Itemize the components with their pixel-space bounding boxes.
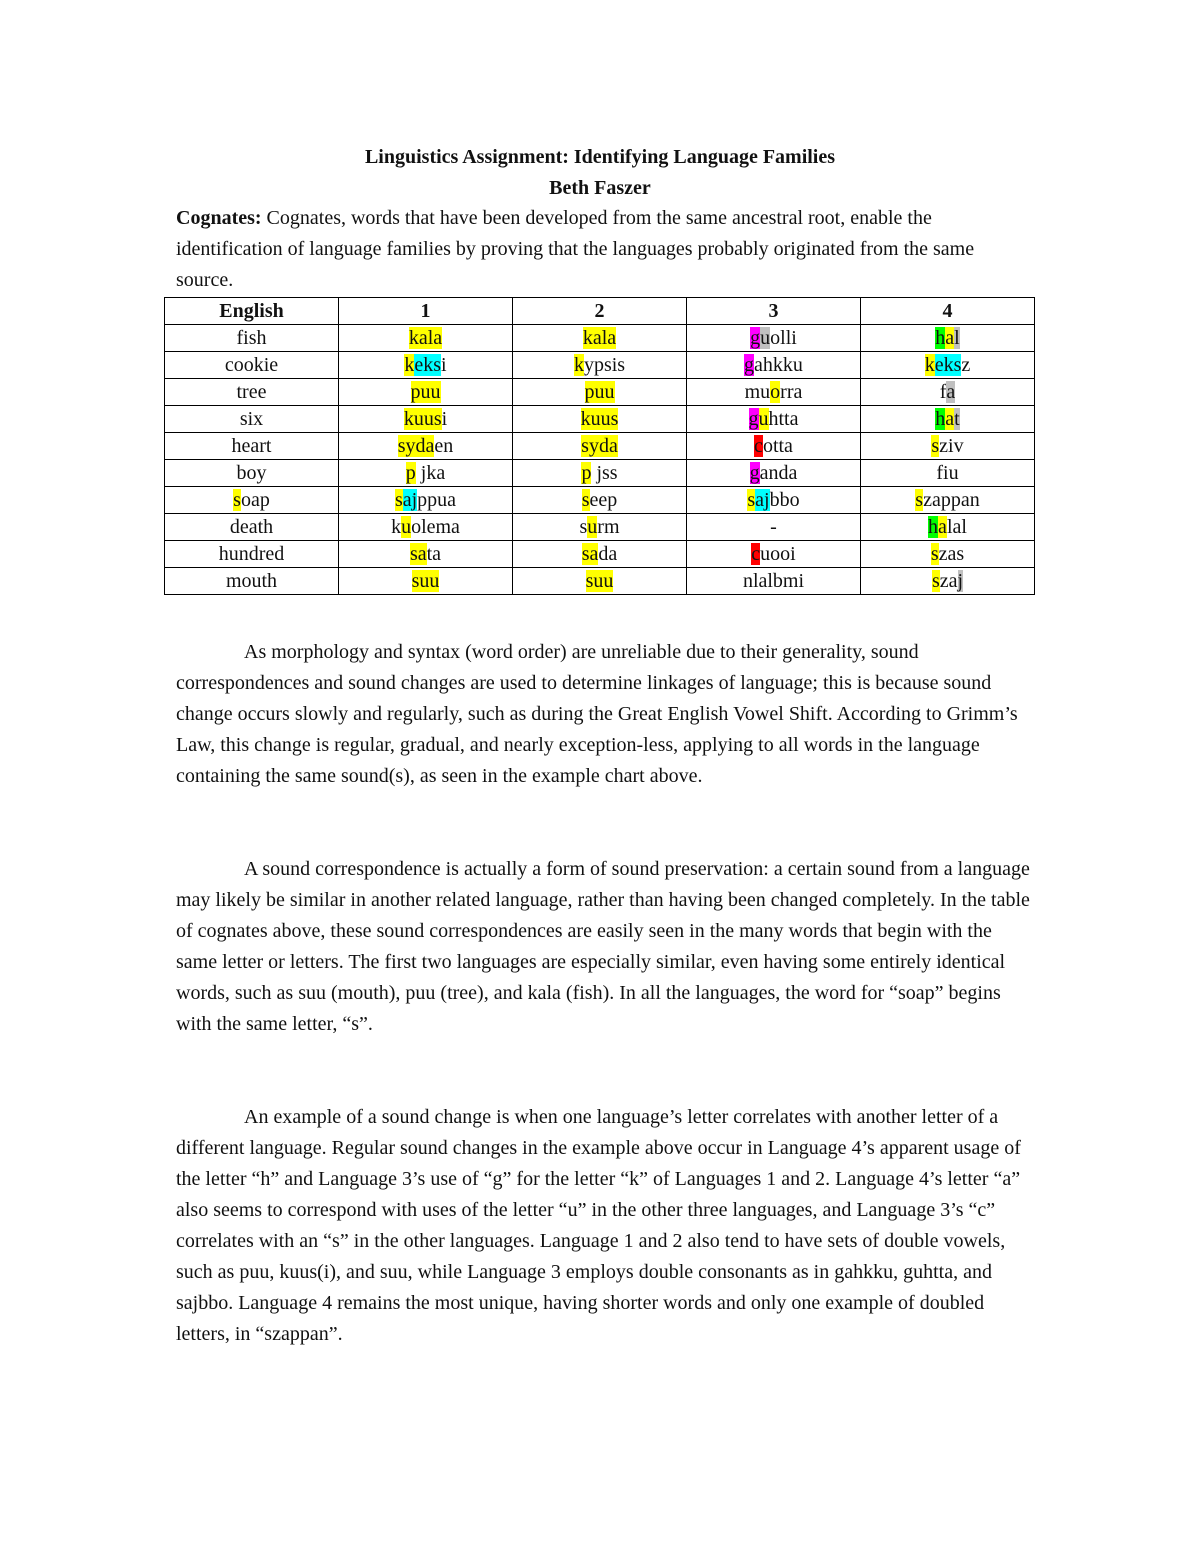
table-cell-language-4 [861, 406, 1035, 433]
document-title: Linguistics Assignment: Identifying Language Families [364, 146, 836, 168]
highlighted-segment: k [573, 354, 584, 376]
text-segment: ta [426, 543, 442, 565]
highlighted-segment: p [405, 462, 416, 484]
header-cell-language-2: 2 [513, 298, 687, 325]
table-cell-language-4 [861, 433, 1035, 460]
table-cell-language-1 [339, 379, 513, 406]
text-segment: hundred [218, 543, 285, 565]
highlighted-segment: h [935, 408, 946, 430]
highlighted-segment: u [587, 516, 598, 538]
text-segment: da [598, 543, 618, 565]
text-segment: rm [597, 516, 620, 538]
header-cell-language-4: 4 [861, 298, 1035, 325]
highlighted-segment: s [915, 489, 924, 511]
highlighted-segment: kuus [403, 408, 442, 430]
text-segment: oap [240, 489, 270, 511]
table-cell-language-1 [339, 352, 513, 379]
text-segment: nlalbmi [742, 570, 805, 592]
table-row [165, 433, 1035, 460]
text-segment: ahkku [754, 354, 803, 376]
text-segment: jss [591, 462, 618, 484]
document-author: Beth Faszer [549, 177, 651, 199]
highlighted-segment: o [770, 381, 781, 403]
highlighted-segment: kala [408, 327, 443, 349]
table-row [165, 514, 1035, 541]
text-segment: s [579, 516, 588, 538]
table-cell-english [165, 460, 339, 487]
body-paragraph-3: An example of a sound change is when one language’s letter correlates with another letter of a different language. Regular sound changes in the example above occur in Language 4’s apparent usage of the letter “h” and Language 3’s use of “g” for the letter “k” of Languages 1 and 2. Language 4’s letter “a” also seems to correspond with uses of the letter “u” in the other three languages, and Language 3’s “c” correlates with an “s” in the other languages. Language 1 and 2 also tend to have sets of double vowels, such as puu, kuus(i), and suu, while Language 3 employs double consonants as in gahkku, guhtta, and sajbbo. Language 4 remains the most unique, having shorter words and only one example of doubled letters, in “szappan”. [176, 1106, 1021, 1345]
text-segment: cookie [224, 354, 279, 376]
highlighted-segment: h [928, 516, 939, 538]
highlighted-segment: c [751, 543, 761, 565]
body-paragraph-2: A sound correspondence is actually a form of sound preservation: a certain sound from a language may likely be similar in another related language, rather than having been changed completely. In the table of cognates above, these sound correspondences are easily seen in the many words that begin with the same letter or letters. The first two languages are especially similar, even having some entirely identical words, such as suu (mouth), puu (tree), and kala (fish). In all the languages, the word for “soap” begins with the same letter, “s”. [176, 858, 1030, 1035]
text-segment: boy [236, 462, 267, 484]
table-cell-language-2 [513, 406, 687, 433]
highlighted-segment: g [750, 327, 761, 349]
table-row [165, 379, 1035, 406]
body-paragraph-1: As morphology and syntax (word order) are unreliable due to their generality, sound correspondences and sound changes are used to determine linkages of language; this is because sound change occurs slowly and regularly, such as during the Great English Vowel Shift. According to Grimm’s Law, this change is regular, gradual, and nearly exception-less, applying to all words in the language containing the same sound(s), as seen in the example chart above. [176, 641, 1018, 787]
table-cell-language-1 [339, 460, 513, 487]
text-segment: ppua [417, 489, 457, 511]
table-cell-language-1 [339, 487, 513, 514]
highlighted-segment: suu [411, 570, 440, 592]
text-segment: six [239, 408, 264, 430]
highlighted-segment: suu [585, 570, 614, 592]
table-cell-language-1 [339, 514, 513, 541]
text-segment: rra [780, 381, 803, 403]
highlighted-segment: eks [414, 354, 442, 376]
table-cell-language-4 [861, 541, 1035, 568]
table-header-row [165, 298, 1035, 325]
table-cell-english [165, 352, 339, 379]
text-segment: f [939, 381, 947, 403]
text-segment: tree [236, 381, 267, 403]
highlighted-segment: s [394, 489, 403, 511]
text-segment: fiu [936, 462, 959, 484]
table-cell-english [165, 541, 339, 568]
table-cell-english [165, 487, 339, 514]
highlighted-segment: c [754, 435, 763, 457]
table-cell-language-2 [513, 379, 687, 406]
table-cell-english [165, 514, 339, 541]
table-cell-language-2 [513, 568, 687, 595]
table-cell-language-4 [861, 487, 1035, 514]
table-cell-english [165, 379, 339, 406]
table-cell-language-2 [513, 433, 687, 460]
table-cell-language-2 [513, 541, 687, 568]
text-segment: mouth [225, 570, 278, 592]
highlighted-segment: aj [402, 489, 418, 511]
highlighted-segment: g [749, 462, 760, 484]
table-row [165, 325, 1035, 352]
table-cell-language-3 [687, 325, 861, 352]
highlighted-segment: u [760, 327, 771, 349]
highlighted-segment: a [945, 327, 955, 349]
text-segment: anda [759, 462, 798, 484]
table-cell-language-4 [861, 568, 1035, 595]
table-cell-language-3 [687, 541, 861, 568]
header-cell-english: English [165, 298, 339, 325]
highlighted-segment: h [935, 327, 946, 349]
text-segment: mu [744, 381, 771, 403]
table-cell-language-2 [513, 352, 687, 379]
header-cell-language-3: 3 [687, 298, 861, 325]
text-segment: heart [231, 435, 272, 457]
table-cell-language-3 [687, 487, 861, 514]
highlighted-segment: g [748, 408, 759, 430]
highlighted-segment: s [747, 489, 756, 511]
text-segment: ypsis [583, 354, 626, 376]
text-segment: - [770, 516, 777, 538]
table-cell-language-2 [513, 487, 687, 514]
table-cell-language-1 [339, 568, 513, 595]
highlighted-segment: k [924, 354, 935, 376]
cognates-table [164, 297, 1035, 595]
highlighted-segment: puu [410, 381, 441, 403]
text-segment: fish [236, 327, 267, 349]
highlighted-segment: syda [397, 435, 435, 457]
highlighted-segment: kuus [580, 408, 619, 430]
text-segment: lal [946, 516, 967, 538]
table-row [165, 352, 1035, 379]
table-cell-language-3 [687, 406, 861, 433]
table-cell-language-3 [687, 379, 861, 406]
intro-term: Cognates: [176, 207, 262, 229]
highlighted-segment: t [954, 408, 960, 430]
highlighted-segment: syda [581, 435, 618, 457]
text-segment: jka [415, 462, 446, 484]
text-segment: z [961, 354, 971, 376]
text-segment: death [229, 516, 274, 538]
table-cell-language-3 [687, 460, 861, 487]
highlighted-segment: s [930, 543, 939, 565]
table-cell-english [165, 406, 339, 433]
text-segment: k [391, 516, 402, 538]
highlighted-segment: p [581, 462, 592, 484]
table-cell-language-2 [513, 514, 687, 541]
text-segment: i [441, 354, 447, 376]
text-segment: zas [938, 543, 965, 565]
text-segment: eep [589, 489, 618, 511]
highlighted-segment: a [938, 516, 947, 538]
highlighted-segment: puu [584, 381, 615, 403]
table-cell-language-1 [339, 541, 513, 568]
text-segment: otta [762, 435, 793, 457]
table-row [165, 460, 1035, 487]
table-row [165, 541, 1035, 568]
table-cell-language-3 [687, 568, 861, 595]
table-cell-language-4 [861, 460, 1035, 487]
table-cell-language-1 [339, 406, 513, 433]
highlighted-segment: eks [934, 354, 962, 376]
highlighted-segment: u [758, 408, 769, 430]
table-cell-english [165, 568, 339, 595]
highlighted-segment: s [581, 489, 590, 511]
table-body [165, 325, 1035, 595]
table-cell-language-1 [339, 325, 513, 352]
header-cell-language-1: 1 [339, 298, 513, 325]
intro-text: Cognates, words that have been developed from the same ancestral root, enable the identification of language families by proving that the languages probably originated from the same source. [176, 207, 975, 291]
highlighted-segment: s [931, 570, 940, 592]
text-segment: bbo [769, 489, 800, 511]
highlighted-segment: g [744, 354, 755, 376]
table-cell-language-3 [687, 433, 861, 460]
text-segment: za [939, 570, 958, 592]
table-cell-language-2 [513, 325, 687, 352]
table-row [165, 487, 1035, 514]
highlighted-segment: sa [581, 543, 599, 565]
highlighted-segment: s [931, 435, 940, 457]
table-cell-language-4 [861, 352, 1035, 379]
highlighted-segment: k [404, 354, 415, 376]
text-segment: en [434, 435, 454, 457]
text-segment: zappan [923, 489, 980, 511]
table-row [165, 568, 1035, 595]
text-segment: uooi [760, 543, 796, 565]
text-segment: htta [768, 408, 799, 430]
table-cell-language-2 [513, 460, 687, 487]
table-cell-english [165, 433, 339, 460]
text-segment: i [441, 408, 448, 430]
highlighted-segment: j [957, 570, 964, 592]
text-segment: olli [770, 327, 797, 349]
highlighted-segment: aj [755, 489, 770, 511]
table-cell-language-3 [687, 352, 861, 379]
table-cell-language-3 [687, 514, 861, 541]
table-cell-language-1 [339, 433, 513, 460]
highlighted-segment: u [401, 516, 412, 538]
intro-paragraph [176, 203, 1036, 296]
table-row [165, 406, 1035, 433]
highlighted-segment: a [946, 381, 956, 403]
table-cell-language-4 [861, 379, 1035, 406]
table-cell-english [165, 325, 339, 352]
highlighted-segment: sa [409, 543, 427, 565]
table-cell-language-4 [861, 325, 1035, 352]
highlighted-segment: kala [582, 327, 617, 349]
highlighted-segment: a [945, 408, 955, 430]
table-cell-language-4 [861, 514, 1035, 541]
text-segment: olema [411, 516, 460, 538]
highlighted-segment: l [954, 327, 960, 349]
highlighted-segment: s [233, 489, 241, 511]
text-segment: ziv [939, 435, 964, 457]
